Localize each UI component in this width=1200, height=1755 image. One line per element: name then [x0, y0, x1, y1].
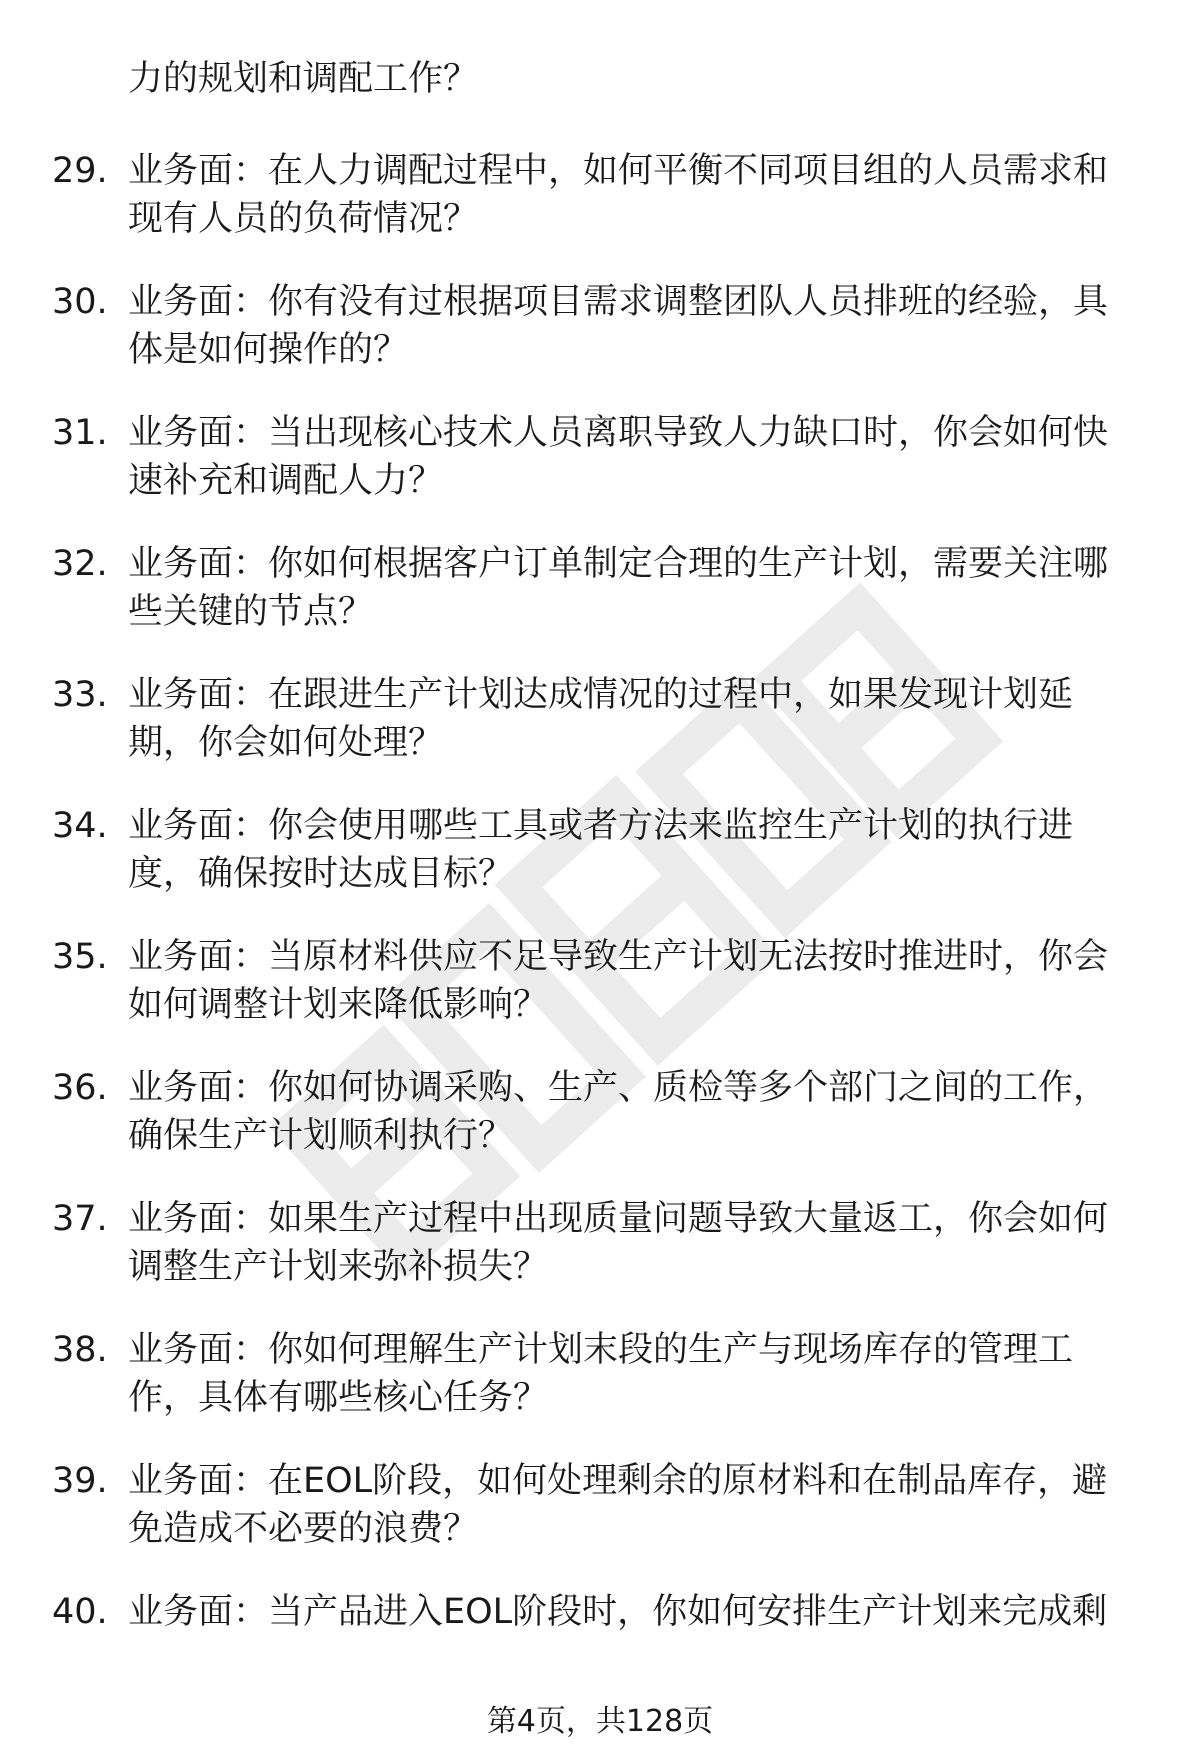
- question-number: 31.: [52, 413, 108, 453]
- list-item: [0, 278, 1200, 409]
- list-item: [0, 1457, 1200, 1588]
- question-number: 35.: [52, 937, 108, 977]
- page-footer: 第4页，共128页: [486, 1704, 714, 1739]
- list-item: [0, 1588, 1200, 1719]
- question-text: 业务面：当原材料供应不足导致生产计划无法按时推进时，你会如何调整计划来降低影响？: [128, 937, 1109, 1025]
- question-number: 37.: [52, 1199, 108, 1239]
- question-text: 业务面：你有没有过根据项目需求调整团队人员排班的经验，具体是如何操作的？: [128, 282, 1109, 370]
- list-item: [0, 147, 1200, 278]
- question-number: 38.: [52, 1330, 108, 1370]
- list-item: [0, 1326, 1200, 1457]
- question-text: 业务面：你会使用哪些工具或者方法来监控生产计划的执行进度，确保按时达成目标？: [128, 806, 1074, 894]
- question-text: 业务面：你如何协调采购、生产、质检等多个部门之间的工作，确保生产计划顺利执行？: [128, 1068, 1109, 1156]
- question-text: 业务面：当产品进入EOL阶段时，你如何安排生产计划来完成剩: [128, 1592, 1108, 1632]
- list-item: [0, 802, 1200, 933]
- question-text: 业务面：如果生产过程中出现质量问题导致大量返工，你会如何调整生产计划来弥补损失？: [128, 1199, 1109, 1287]
- question-number: 39.: [52, 1461, 108, 1501]
- question-text: 业务面：你如何理解生产计划末段的生产与现场库存的管理工作，具体有哪些核心任务？: [128, 1330, 1074, 1418]
- question-number: 34.: [52, 806, 108, 846]
- list-item: [0, 1195, 1200, 1326]
- continued-question-text: 力的规划和调配工作？: [128, 59, 479, 99]
- question-text: 业务面：在人力调配过程中，如何平衡不同项目组的人员需求和现有人员的负荷情况？: [128, 151, 1109, 239]
- list-item: [0, 540, 1200, 671]
- question-number: 33.: [52, 675, 108, 715]
- question-text: 业务面：在跟进生产计划达成情况的过程中，如果发现计划延期，你会如何处理？: [128, 675, 1074, 763]
- list-item: [0, 933, 1200, 1064]
- question-text: 业务面：当出现核心技术人员离职导致人力缺口时，你会如何快速补充和调配人力？: [128, 413, 1109, 501]
- question-list: [0, 147, 1200, 1719]
- list-item: [0, 1064, 1200, 1195]
- list-item: [0, 409, 1200, 540]
- question-number: 40.: [52, 1592, 108, 1632]
- question-text: 业务面：你如何根据客户订单制定合理的生产计划，需要关注哪些关键的节点？: [128, 544, 1109, 632]
- question-number: 36.: [52, 1068, 108, 1108]
- question-text: 业务面：在EOL阶段，如何处理剩余的原材料和在制品库存，避免造成不必要的浪费？: [128, 1461, 1108, 1549]
- question-number: 32.: [52, 544, 108, 584]
- list-item: [0, 671, 1200, 802]
- question-number: 29.: [52, 151, 108, 191]
- question-number: 30.: [52, 282, 108, 322]
